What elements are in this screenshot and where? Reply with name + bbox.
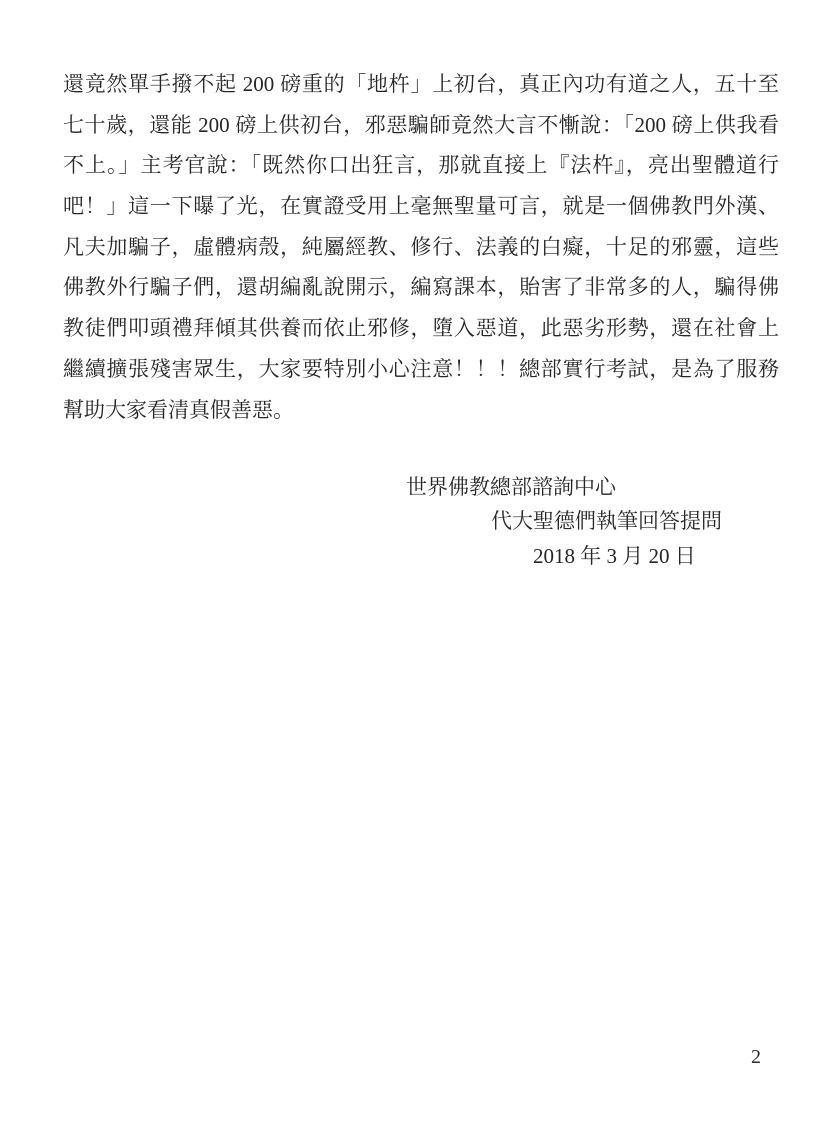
signature-byline: 代大聖德們執筆回答提問 xyxy=(491,509,722,533)
paragraph-line: 佛教外行騙子們，還胡編亂說開示，編寫課本，貽害了非常多的人，騙得佛 xyxy=(63,275,779,300)
page-number: 2 xyxy=(751,1046,761,1068)
paragraph-line: 教徒們叩頭禮拜傾其供養而依止邪修，墮入惡道，此惡劣形勢，還在社會上 xyxy=(63,316,779,341)
paragraph-line: 不上。」主考官說：「既然你口出狂言，那就直接上『法杵』，亮出聖體道行 xyxy=(63,153,779,178)
signature-date: 2018 年 3 月 20 日 xyxy=(533,544,696,568)
paragraph-line: 七十歲，還能 200 磅上供初台，邪惡騙師竟然大言不慚說：「200 磅上供我看 xyxy=(63,112,779,137)
signature-org: 世界佛教總部諮詢中心 xyxy=(406,475,616,499)
paragraph-line: 凡夫加騙子，虛體病殼，純屬經教、修行、法義的白癡，十足的邪靈，這些 xyxy=(63,234,779,259)
paragraph-line: 還竟然單手撥不起 200 磅重的「地杵」上初台，真正內功有道之人，五十至 xyxy=(63,72,779,96)
paragraph-line: 吧！」這一下曝了光，在實證受用上毫無聖量可言，就是一個佛教門外漢、 xyxy=(63,194,779,219)
paragraph-line: 幫助大家看清真假善惡。 xyxy=(63,397,294,422)
paragraph xyxy=(63,64,779,430)
paragraph-line: 繼續擴張殘害眾生，大家要特別小心注意！！！總部實行考試，是為了服務 xyxy=(63,356,779,381)
